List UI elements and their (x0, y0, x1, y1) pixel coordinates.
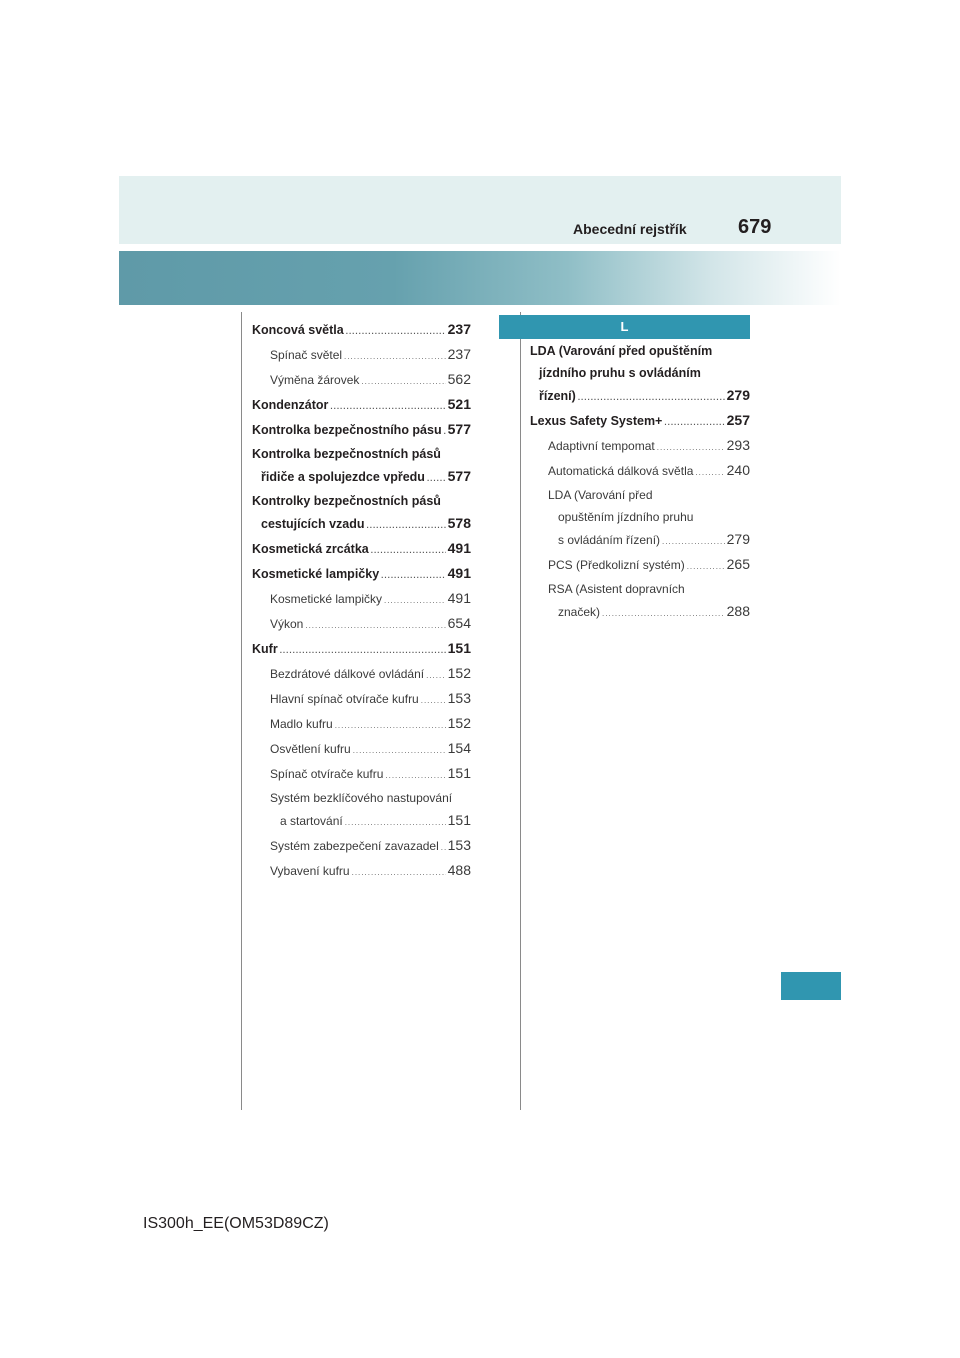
index-entry-line: Systém bezklíčového nastupování (270, 791, 453, 805)
dot-leader (385, 765, 445, 787)
index-entry-line: Kontrolka bezpečnostních pásů (252, 447, 441, 461)
index-entry-line: opuštěním jízdního pruhu (558, 510, 694, 524)
index-entry[interactable] (252, 712, 471, 737)
index-entry-page[interactable]: 521 (447, 396, 471, 412)
index-entry[interactable] (252, 834, 471, 859)
index-entry[interactable] (252, 637, 471, 662)
index-entry-page[interactable]: 265 (726, 556, 750, 572)
dot-leader (602, 603, 725, 625)
index-entry-term: Lexus Safety System+ (530, 414, 663, 428)
index-entry-page[interactable]: 279 (726, 387, 750, 403)
index-entry-page[interactable]: 237 (447, 321, 471, 337)
dot-leader (330, 396, 445, 418)
index-column-left (252, 318, 471, 884)
index-entry[interactable] (252, 418, 471, 443)
dot-leader (335, 715, 446, 737)
index-entry-term: Spínač otvírače kufru (270, 767, 384, 781)
dot-leader (426, 665, 446, 687)
document-code: IS300h_EE(OM53D89CZ) (143, 1215, 329, 1232)
index-entry-term: Adaptivní tempomat (548, 439, 655, 453)
index-entry-page[interactable]: 279 (726, 531, 750, 547)
index-entry-term: Spínač světel (270, 348, 343, 362)
index-entry-page[interactable]: 488 (447, 862, 471, 878)
index-entry[interactable] (252, 343, 471, 368)
index-entry-line: Kontrolky bezpečnostních pásů (252, 494, 441, 508)
index-entry-term: Koncová světla (252, 323, 344, 337)
index-entry[interactable] (252, 465, 471, 490)
header-band (119, 176, 841, 244)
index-entry-page[interactable]: 153 (447, 837, 471, 853)
index-entry-term: řidiče a spolujezdce vpředu (261, 470, 425, 484)
dot-leader (371, 540, 446, 562)
index-entry-page[interactable]: 152 (447, 715, 471, 731)
index-entry[interactable] (252, 393, 471, 418)
index-entry-page[interactable]: 288 (726, 603, 750, 619)
dot-leader (361, 371, 445, 393)
column-divider-left (241, 312, 242, 1110)
dot-leader (695, 462, 724, 484)
index-entry-page[interactable]: 491 (447, 590, 471, 606)
index-entry-page[interactable]: 152 (447, 665, 471, 681)
index-entry-term: Výměna žárovek (270, 373, 360, 387)
index-entry[interactable] (530, 528, 750, 553)
index-entry[interactable] (530, 384, 750, 409)
index-entry[interactable] (252, 318, 471, 343)
index-entry-term: Hlavní spínač otvírače kufru (270, 692, 419, 706)
index-entry-term: značek) (558, 605, 601, 619)
dot-leader (381, 565, 445, 587)
index-entry-page[interactable]: 151 (447, 765, 471, 781)
dot-leader (345, 812, 446, 834)
header-title: Abecední rejstřík (573, 221, 687, 237)
index-entry[interactable] (530, 459, 750, 484)
index-entry-term: Bezdrátové dálkové ovládání (270, 667, 425, 681)
index-entry[interactable] (252, 809, 471, 834)
index-entry[interactable] (252, 859, 471, 884)
index-entry-term: Kontrolka bezpečnostního pásu (252, 423, 442, 437)
index-entry-term: řízení) (539, 389, 576, 403)
index-entry[interactable] (252, 762, 471, 787)
dot-leader (346, 321, 446, 343)
index-entry[interactable] (252, 662, 471, 687)
dot-leader (344, 346, 446, 368)
dot-leader (687, 556, 725, 578)
dot-leader (657, 437, 725, 459)
index-entry-term: Automatická dálková světla (548, 464, 694, 478)
index-entry-term: Kufr (252, 642, 278, 656)
index-entry-term: Systém zabezpečení zavazadel (270, 839, 439, 853)
dot-leader (353, 740, 446, 762)
index-entry[interactable] (252, 612, 471, 637)
index-entry-page[interactable]: 578 (447, 515, 471, 531)
index-entry-line: LDA (Varování před opuštěním (530, 344, 713, 358)
page-number: 679 (738, 216, 772, 238)
index-entry-term: s ovládáním řízení) (558, 533, 661, 547)
index-entry-term: Kosmetické lampičky (252, 567, 380, 581)
index-entry-term: Výkon (270, 617, 304, 631)
index-entry-term: Osvětlení kufru (270, 742, 351, 756)
index-entry-page[interactable]: 154 (447, 740, 471, 756)
index-entry-term: cestujících vzadu (261, 517, 365, 531)
dot-leader (305, 615, 445, 637)
dot-leader (352, 862, 446, 884)
dot-leader (578, 387, 725, 409)
index-entry[interactable] (252, 368, 471, 393)
index-entry-term: Vybavení kufru (270, 864, 350, 878)
index-entry-page[interactable]: 240 (726, 462, 750, 478)
index-entry-page[interactable]: 257 (726, 412, 750, 428)
dot-leader (421, 690, 446, 712)
index-entry-page[interactable]: 153 (447, 690, 471, 706)
dot-leader (664, 412, 724, 434)
dot-leader (384, 590, 446, 612)
index-entry-term: a startování (280, 814, 343, 828)
thumb-index-tab[interactable] (781, 972, 841, 1000)
index-entry-page[interactable]: 491 (447, 565, 471, 581)
index-entry[interactable] (252, 537, 471, 562)
index-entry-page[interactable]: 151 (447, 812, 471, 828)
index-entry-page[interactable]: 577 (447, 421, 471, 437)
header-gradient-bar (119, 251, 841, 305)
index-entry-line: jízdního pruhu s ovládáním (539, 366, 701, 380)
index-entry-term: PCS (Předkolizní systém) (548, 558, 685, 572)
dot-leader (444, 421, 446, 443)
index-entry[interactable] (530, 553, 750, 578)
dot-leader (441, 837, 446, 859)
index-entry[interactable] (530, 434, 750, 459)
dot-leader (427, 468, 446, 490)
index-entry-page[interactable]: 293 (726, 437, 750, 453)
index-entry-page[interactable]: 577 (447, 468, 471, 484)
dot-leader (662, 531, 725, 553)
index-column-right (530, 340, 750, 625)
index-entry[interactable] (252, 587, 471, 612)
index-entry-line: LDA (Varování před (548, 488, 653, 502)
index-entry-page[interactable]: 237 (447, 346, 471, 362)
dot-leader (367, 515, 446, 537)
index-entry-page[interactable]: 151 (447, 640, 471, 656)
index-entry[interactable] (252, 562, 471, 587)
section-letter-bar: L (499, 315, 750, 339)
index-entry-term: Kosmetické lampičky (270, 592, 383, 606)
index-entry[interactable] (252, 687, 471, 712)
index-entry-page[interactable]: 562 (447, 371, 471, 387)
index-entry[interactable] (530, 600, 750, 625)
index-entry[interactable] (530, 409, 750, 434)
index-entry-page[interactable]: 654 (447, 615, 471, 631)
index-entry-term: Kosmetická zrcátka (252, 542, 369, 556)
index-entry-page[interactable]: 491 (447, 540, 471, 556)
dot-leader (280, 640, 446, 662)
column-divider-right (520, 312, 521, 1110)
index-entry-line: RSA (Asistent dopravních (548, 582, 685, 596)
index-entry[interactable] (252, 737, 471, 762)
index-entry-term: Madlo kufru (270, 717, 333, 731)
index-entry[interactable] (252, 512, 471, 537)
index-entry-term: Kondenzátor (252, 398, 329, 412)
